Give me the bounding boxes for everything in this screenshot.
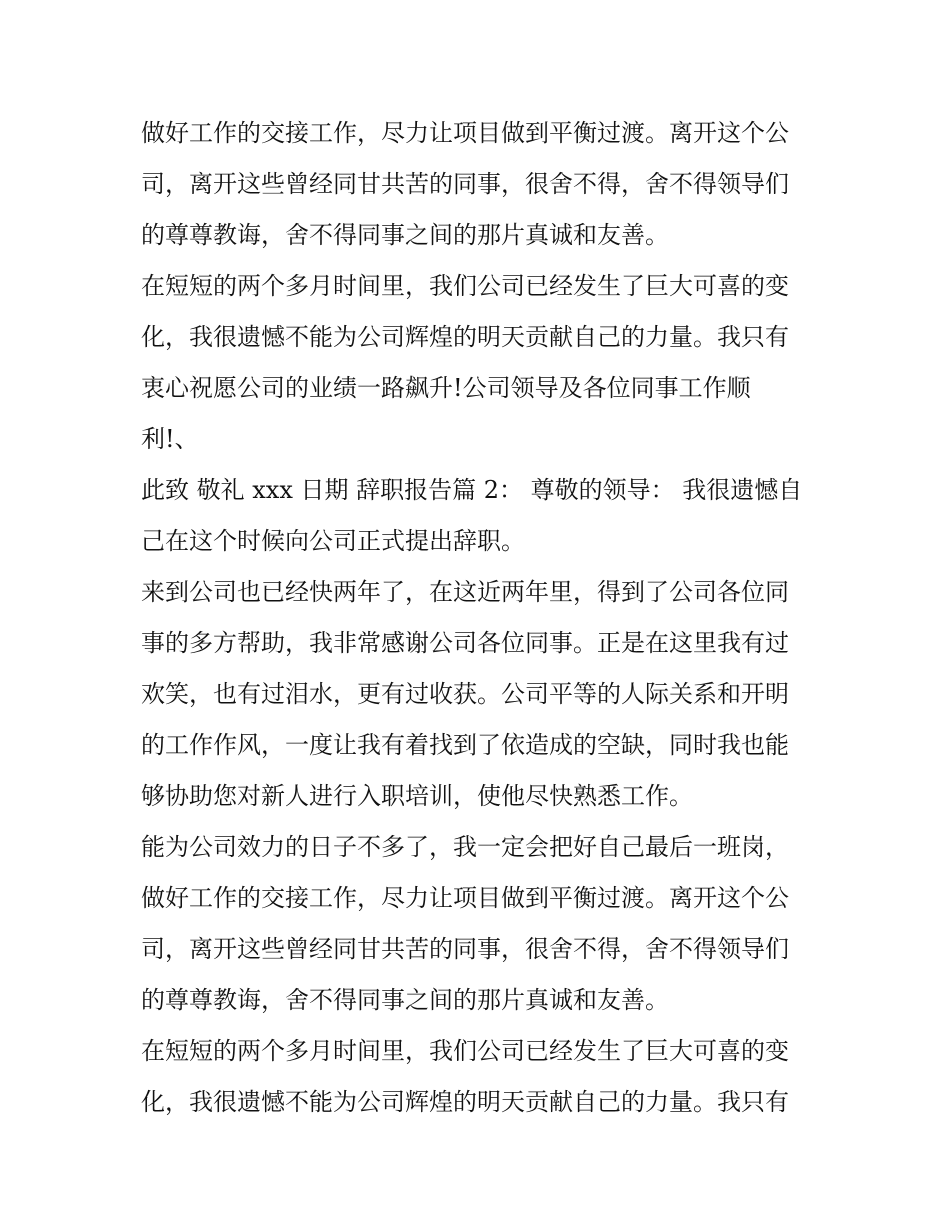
text-line: 司，离开这些曾经同甘共苦的同事，很舍不得，舍不得领导们	[141, 935, 789, 963]
text-line: 欢笑，也有过泪水，更有过收获。公司平等的人际关系和开明	[141, 680, 789, 708]
text-line: 够协助您对新人进行入职培训，使他尽快熟悉工作。	[141, 782, 693, 810]
text-line: 司，离开这些曾经同甘共苦的同事，很舍不得，舍不得领导们	[141, 170, 789, 198]
document-body	[141, 108, 813, 1128]
text-line: 做好工作的交接工作，尽力让项目做到平衡过渡。离开这个公	[141, 119, 789, 147]
text-line: 化，我很遗憾不能为公司辉煌的明天贡献自己的力量。我只有	[141, 1088, 789, 1116]
text-line: 的尊尊教诲，舍不得同事之间的那片真诚和友善。	[141, 221, 669, 249]
text-line: 做好工作的交接工作，尽力让项目做到平衡过渡。离开这个公	[141, 884, 789, 912]
text-line: 化，我很遗憾不能为公司辉煌的明天贡献自己的力量。我只有	[141, 323, 789, 351]
text-line: 衷心祝愿公司的业绩一路飙升!公司领导及各位同事工作顺	[141, 374, 751, 402]
text-line: 利!、	[141, 425, 199, 453]
text-line: 在短短的两个多月时间里，我们公司已经发生了巨大可喜的变	[141, 1037, 789, 1065]
text-line: 己在这个时候向公司正式提出辞职。	[141, 527, 525, 555]
text-line: 能为公司效力的日子不多了，我一定会把好自己最后一班岗，	[141, 833, 789, 861]
text-line: 在短短的两个多月时间里，我们公司已经发生了巨大可喜的变	[141, 272, 789, 300]
text-line: 此致 敬礼 xxx 日期 辞职报告篇 2： 尊敬的领导： 我很遗憾自	[141, 476, 803, 504]
text-line: 的工作作风，一度让我有着找到了依造成的空缺，同时我也能	[141, 731, 789, 759]
text-line: 来到公司也已经快两年了，在这近两年里，得到了公司各位同	[141, 578, 789, 606]
text-line: 事的多方帮助，我非常感谢公司各位同事。正是在这里我有过	[141, 629, 789, 657]
text-line: 的尊尊教诲，舍不得同事之间的那片真诚和友善。	[141, 986, 669, 1014]
